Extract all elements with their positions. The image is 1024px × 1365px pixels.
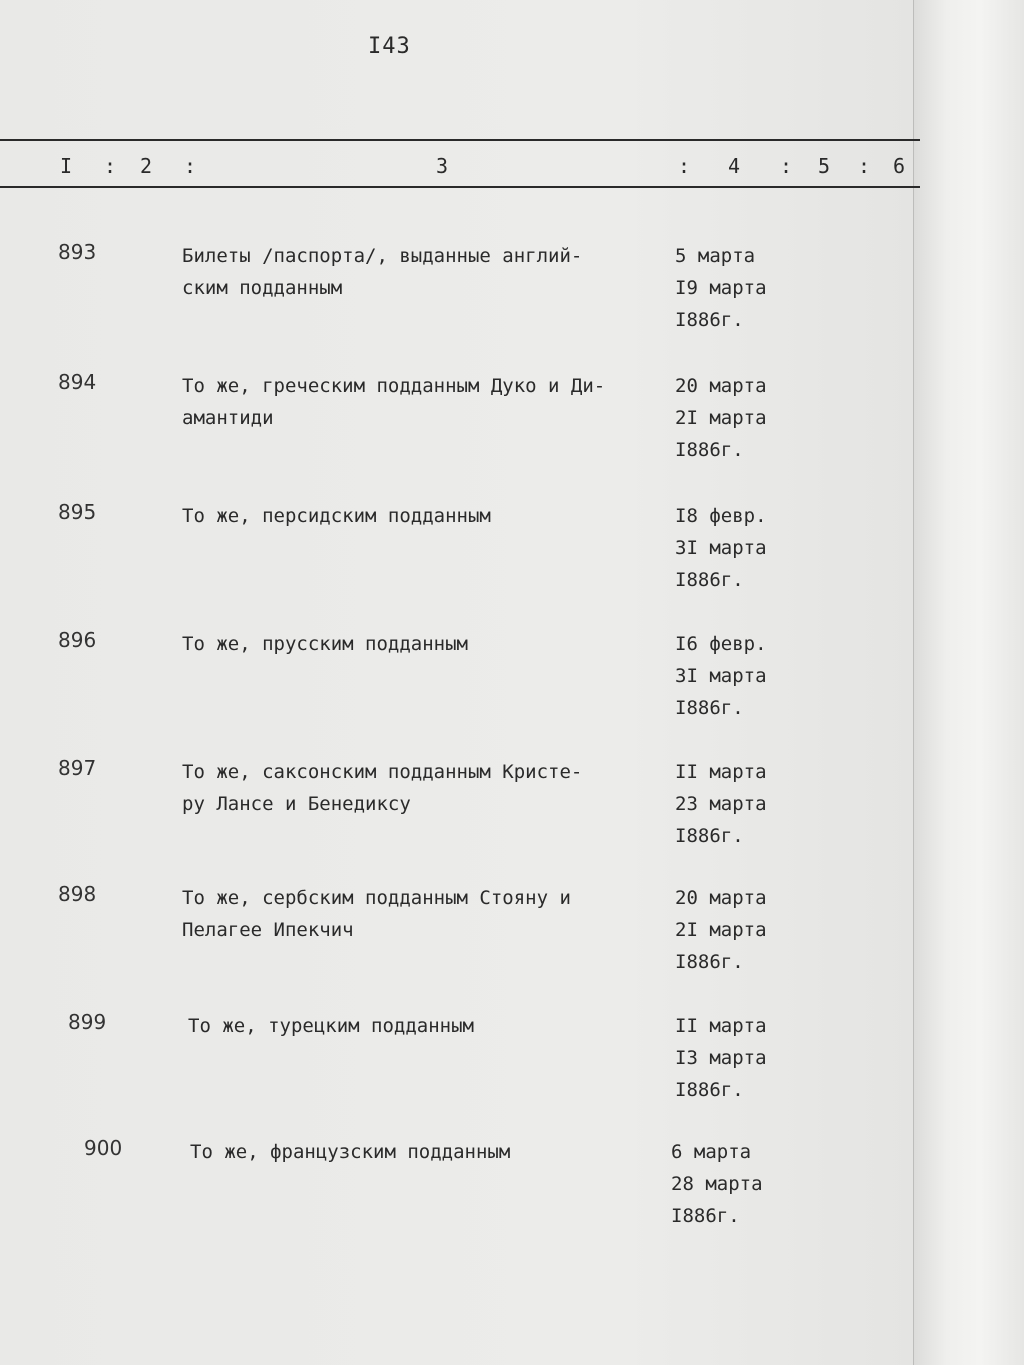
header-top-rule	[0, 139, 920, 141]
entry-dates	[675, 1010, 805, 1106]
entry-year: I886г.	[675, 309, 744, 331]
header-separator: :	[858, 154, 871, 178]
entry-year: I886г.	[675, 825, 744, 847]
header-col-2: 2	[140, 154, 153, 178]
entry-dates	[675, 628, 805, 724]
entry-number: 897	[58, 756, 97, 780]
entry-dates	[675, 756, 805, 852]
entry-title: То же, саксонским подданным Кристе- ру Лансе и Бенедиксу	[182, 761, 583, 815]
header-col-5: 5	[818, 154, 831, 178]
entry-date-end: 3I марта	[675, 537, 767, 559]
entry-date-end: I9 марта	[675, 277, 767, 299]
entry-date-start: I6 февр.	[675, 633, 767, 655]
entry-date-start: 5 марта	[675, 245, 756, 267]
entry-number: 893	[58, 240, 97, 264]
entry-number: 895	[58, 500, 97, 524]
entry-number: 899	[68, 1010, 107, 1034]
entry-date-end: 2I марта	[675, 919, 767, 941]
entry-number: 896	[58, 628, 97, 652]
entry-year: I886г.	[675, 439, 744, 461]
header-col-3: 3	[436, 154, 449, 178]
entry-number: 894	[58, 370, 97, 394]
header-separator: :	[780, 154, 793, 178]
column-header-row	[0, 150, 920, 180]
entry-title: То же, турецким подданным	[188, 1015, 474, 1037]
entry-date-start: II марта	[675, 761, 767, 783]
entry-title: То же, французским подданным	[190, 1141, 511, 1163]
entry-date-end: I3 марта	[675, 1047, 767, 1069]
entry-date-end: 3I марта	[675, 665, 767, 687]
header-col-4: 4	[728, 154, 741, 178]
entry-dates	[671, 1136, 801, 1232]
entry-date-end: 2I марта	[675, 407, 767, 429]
entry-year: I886г.	[675, 951, 744, 973]
entry-date-start: 20 марта	[675, 887, 767, 909]
entry-date-start: 20 марта	[675, 375, 767, 397]
page-number: I43	[368, 34, 411, 59]
header-separator: :	[104, 154, 117, 178]
entry-dates	[675, 370, 805, 466]
page-edge	[913, 0, 1024, 1365]
header-bottom-rule	[0, 186, 920, 188]
entry-date-start: 6 марта	[671, 1141, 752, 1163]
entry-year: I886г.	[671, 1205, 740, 1227]
entry-year: I886г.	[675, 1079, 744, 1101]
entry-dates	[675, 240, 805, 336]
entry-title: Билеты /паспорта/, выданные англий- ским подданным	[182, 245, 583, 299]
entry-title: То же, сербским подданным Стояну и Пелагее Ипекчич	[182, 887, 571, 941]
header-separator: :	[184, 154, 197, 178]
header-separator: :	[678, 154, 691, 178]
entry-year: I886г.	[675, 697, 744, 719]
entry-date-start: I8 февр.	[675, 505, 767, 527]
header-col-1: I	[60, 154, 73, 178]
entry-title: То же, прусским подданным	[182, 633, 468, 655]
entry-title: То же, греческим подданным Дуко и Ди- амантиди	[182, 375, 606, 429]
entry-year: I886г.	[675, 569, 744, 591]
entry-date-start: II марта	[675, 1015, 767, 1037]
entry-number: 900	[84, 1136, 123, 1160]
entry-dates	[675, 882, 805, 978]
entry-number: 898	[58, 882, 97, 906]
header-col-6: 6	[893, 154, 906, 178]
entry-title: То же, персидским подданным	[182, 505, 491, 527]
entry-dates	[675, 500, 805, 596]
entry-date-end: 28 марта	[671, 1173, 763, 1195]
entry-date-end: 23 марта	[675, 793, 767, 815]
